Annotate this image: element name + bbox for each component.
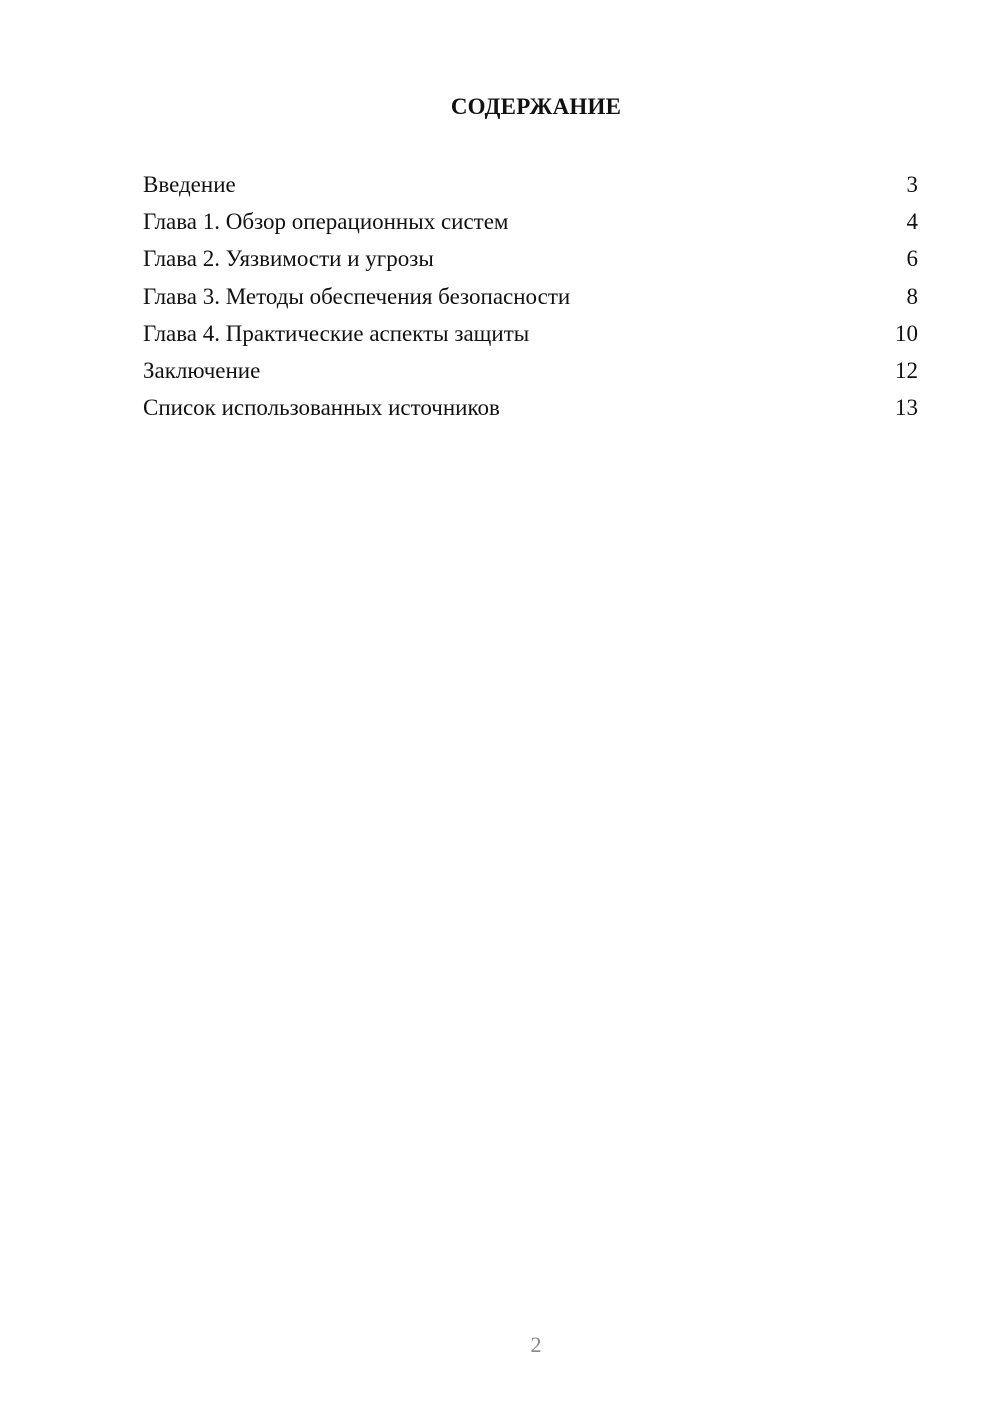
toc-item-chapter-2 bbox=[143, 242, 918, 279]
toc-item-chapter-1 bbox=[143, 205, 918, 242]
toc-item-label: Глава 3. Методы обеспечения безопасности bbox=[143, 283, 571, 309]
toc-item-conclusion bbox=[143, 354, 918, 391]
toc-item-page: 13 bbox=[895, 395, 918, 421]
toc-item-label: Глава 1. Обзор операционных систем bbox=[143, 209, 509, 235]
toc-item-label: Введение bbox=[143, 172, 236, 197]
toc-item-page: 4 bbox=[906, 209, 918, 235]
toc-item-label: Глава 2. Уязвимости и угрозы bbox=[143, 246, 434, 272]
toc-item-introduction bbox=[143, 168, 918, 205]
toc-item-page: 6 bbox=[906, 246, 918, 272]
table-of-contents bbox=[143, 168, 918, 428]
toc-item-page: 3 bbox=[906, 172, 918, 197]
page-title: СОДЕРЖАНИЕ bbox=[450, 94, 622, 119]
toc-item-page: 10 bbox=[895, 320, 918, 346]
toc-item-chapter-3 bbox=[143, 280, 918, 317]
toc-item-label: Глава 4. Практические аспекты защиты bbox=[143, 320, 530, 346]
toc-item-references bbox=[143, 391, 918, 428]
toc-item-page: 8 bbox=[906, 283, 918, 309]
toc-item-label: Заключение bbox=[143, 357, 261, 383]
toc-item-chapter-4 bbox=[143, 317, 918, 354]
page-number: 2 bbox=[530, 1332, 542, 1357]
toc-item-label: Список использованных источников bbox=[143, 395, 500, 421]
toc-item-page: 12 bbox=[895, 357, 918, 383]
